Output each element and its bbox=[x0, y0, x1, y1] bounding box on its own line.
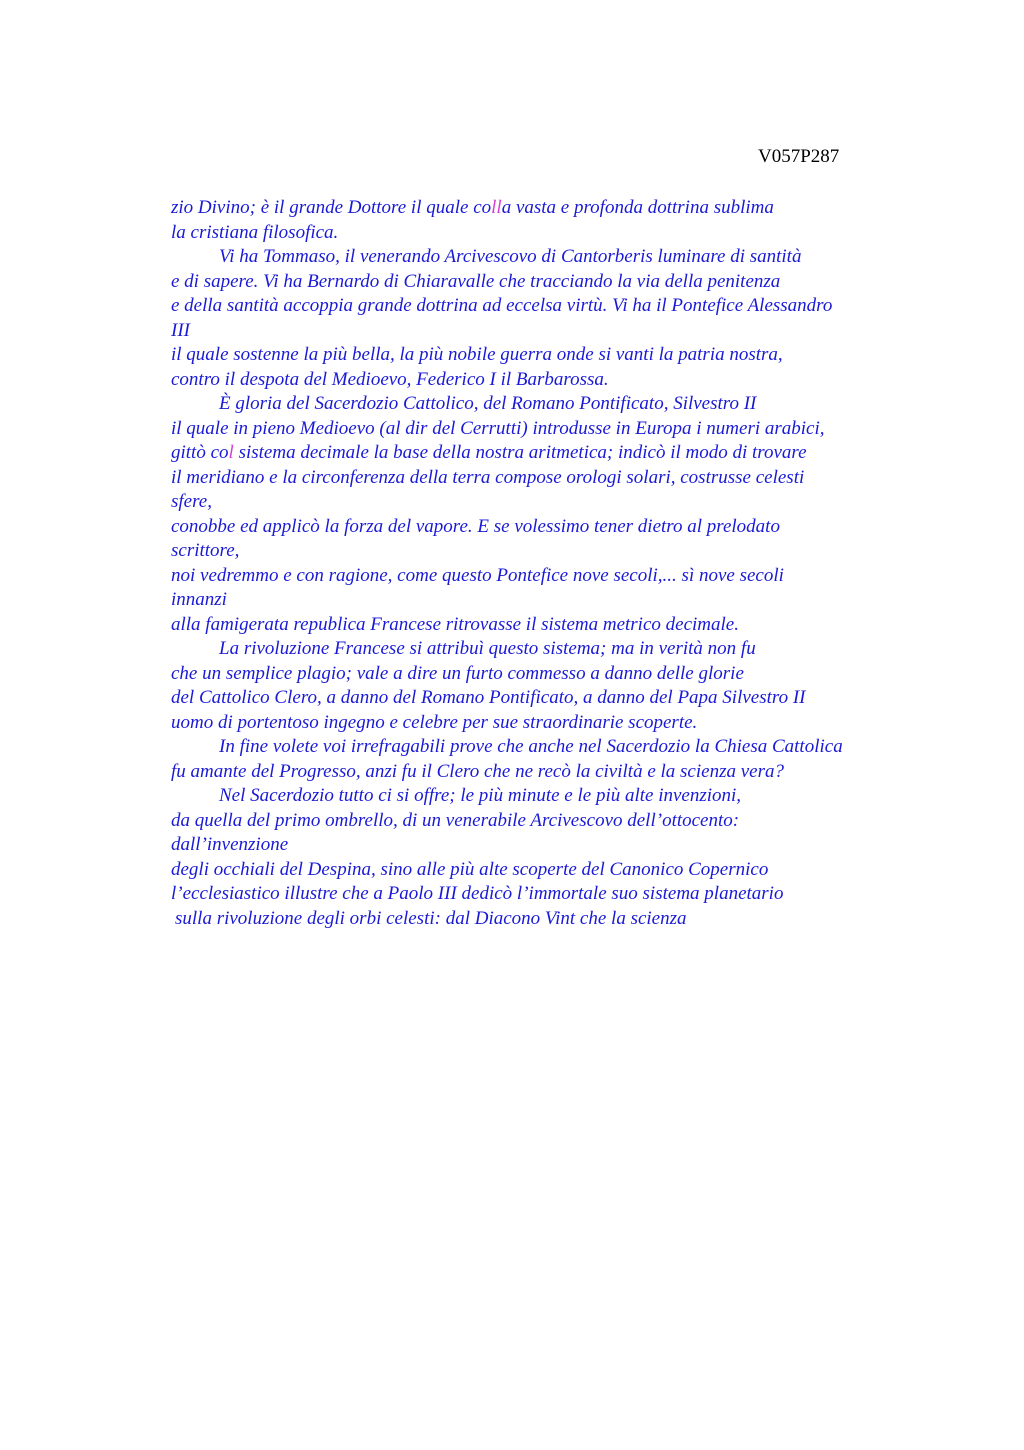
text-line-13: sfere, bbox=[171, 491, 212, 512]
text-line-5: e della santità accoppia grande dottrina ad eccelsa virtù. Vi ha il Pontefice Alessandro bbox=[171, 295, 833, 316]
text-line-12: il meridiano e la circonferenza della terra compose orologi solari, costrusse celesti bbox=[171, 466, 805, 488]
text-line-2: la cristiana filosofica. bbox=[171, 221, 339, 243]
text-line-18: alla famigerata republica Francese ritrovasse il sistema metrico decimale. bbox=[171, 613, 739, 635]
text-line-20: che un semplice plagio; vale a dire un furto commesso a danno delle glorie bbox=[171, 662, 744, 684]
transcription-text bbox=[171, 196, 911, 931]
text-line-16: noi vedremmo e con ragione, come questo Pontefice nove secoli,... sì nove secoli bbox=[171, 564, 784, 586]
text-line-29: l’ecclesiastico illustre che a Paolo III dedicò l’immortale suo sistema planetario bbox=[171, 883, 784, 904]
text-line-3: Vi ha Tommaso, il venerando Arcivescovo di Cantorberis luminare di santità bbox=[219, 246, 802, 267]
highlighted-letters: ll bbox=[491, 197, 502, 218]
text-line-30: sulla rivoluzione degli orbi celesti: dal Diacono Vint che la scienza bbox=[175, 907, 687, 929]
text-line-15: scrittore, bbox=[171, 540, 240, 561]
highlighted-letters: l bbox=[228, 442, 234, 463]
text-line-24: fu amante del Progresso, anzi fu il Clero che ne recò la civiltà e la scienza vera? bbox=[171, 760, 784, 782]
text-line-7: il quale sostenne la più bella, la più nobile guerra onde si vanti la patria nostra, bbox=[171, 344, 783, 365]
text-line-9: È gloria del Sacerdozio Cattolico, del Romano Pontificato, Silvestro II bbox=[219, 393, 757, 414]
text-line-21: del Cattolico Clero, a danno del Romano Pontificato, a danno del Papa Silvestro II bbox=[171, 687, 806, 708]
text-line-22: uomo di portentoso ingegno e celebre per sue straordinarie scoperte. bbox=[171, 711, 698, 733]
page-id: V057P287 bbox=[758, 146, 840, 167]
text-line-8: contro il despota del Medioevo, Federico I il Barbarossa. bbox=[171, 368, 609, 390]
text-line-6: III bbox=[171, 319, 190, 341]
text-line-26: da quella del primo ombrello, di un venerabile Arcivescovo dell’ottocento: bbox=[171, 809, 740, 831]
text-line-10: il quale in pieno Medioevo (al dir del Cerrutti) introdusse in Europa i numeri arabici, bbox=[171, 417, 825, 439]
text-line-14: conobbe ed applicò la forza del vapore. E se volessimo tener dietro al prelodato bbox=[171, 515, 780, 537]
text-line-28: degli occhiali del Despina, sino alle più alte scoperte del Canonico Copernico bbox=[171, 858, 769, 880]
text-line-17: innanzi bbox=[171, 589, 227, 610]
text-line-11: gittò col sistema decimale la base della nostra aritmetica; indicò il modo di trovare bbox=[171, 442, 807, 463]
text-line-4: e di sapere. Vi ha Bernardo di Chiaravalle che tracciando la via della penitenza bbox=[171, 270, 781, 292]
text-line-1: zio Divino; è il grande Dottore il quale colla vasta e profonda dottrina sublima bbox=[171, 197, 774, 218]
text-line-27: dall’invenzione bbox=[171, 834, 289, 855]
text-line-19: La rivoluzione Francese si attribuì questo sistema; ma in verità non fu bbox=[219, 638, 756, 659]
text-line-25: Nel Sacerdozio tutto ci si offre; le più minute e le più alte invenzioni, bbox=[219, 785, 742, 806]
text-line-23: In fine volete voi irrefragabili prove che anche nel Sacerdozio la Chiesa Cattolica bbox=[219, 736, 843, 757]
